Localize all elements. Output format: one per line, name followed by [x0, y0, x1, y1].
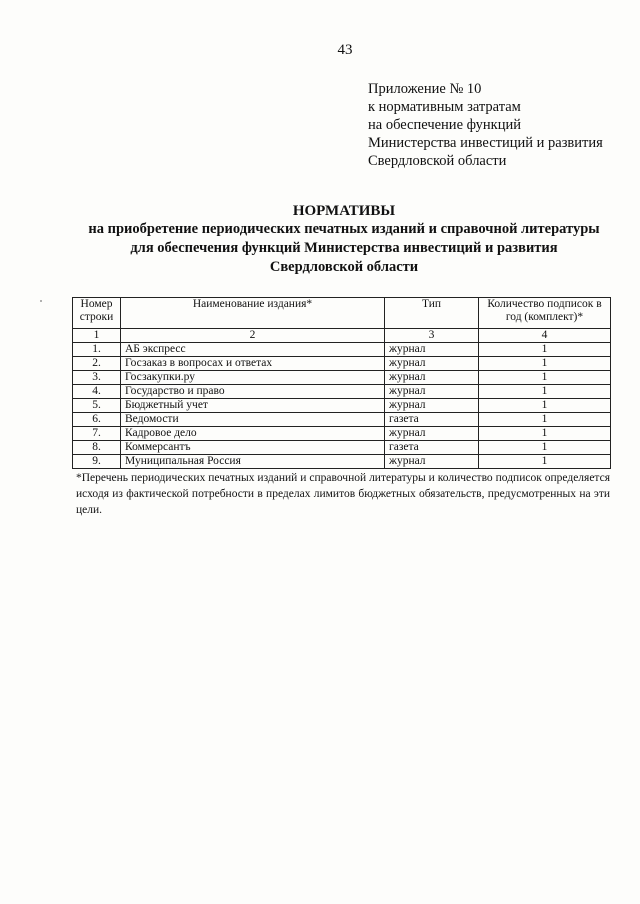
subscription-count: 1 [479, 427, 611, 441]
subscription-count: 1 [479, 455, 611, 469]
page-number: 43 [337, 42, 353, 58]
table-row [73, 427, 611, 441]
subscription-count: 1 [479, 357, 611, 371]
publication-name: АБ экспресс [121, 343, 385, 357]
publication-type: журнал [385, 427, 479, 441]
row-number: 8. [73, 441, 121, 455]
title-sub-line: Свердловской области [269, 259, 419, 275]
index-cell: 3 [385, 329, 479, 343]
table-row [73, 385, 611, 399]
publication-type: журнал [385, 343, 479, 357]
subscription-count: 1 [479, 385, 611, 399]
row-number: 9. [73, 455, 121, 469]
title-sub-line: на приобретение периодических печатных изданий и справочной литературы [88, 221, 600, 237]
publication-name: Государство и право [121, 385, 385, 399]
publication-name: Госзакупки.ру [121, 371, 385, 385]
appendix-line: Свердловской области [368, 153, 507, 169]
publication-name: Коммерсантъ [121, 441, 385, 455]
index-cell: 2 [121, 329, 385, 343]
title-main: НОРМАТИВЫ [292, 203, 396, 219]
publication-name: Бюджетный учет [121, 399, 385, 413]
publication-type: газета [385, 441, 479, 455]
publication-type: журнал [385, 399, 479, 413]
publication-name: Кадровое дело [121, 427, 385, 441]
table-body [73, 343, 611, 469]
row-number: 3. [73, 371, 121, 385]
row-number: 2. [73, 357, 121, 371]
appendix-block [368, 80, 628, 170]
subscription-count: 1 [479, 413, 611, 427]
subscription-count: 1 [479, 371, 611, 385]
table-row [73, 371, 611, 385]
publications-table [72, 297, 611, 469]
row-number: 6. [73, 413, 121, 427]
row-number: 4. [73, 385, 121, 399]
appendix-line: Министерства инвестиций и развития [368, 135, 603, 151]
header-num: Номер строки [73, 298, 121, 329]
header-type: Тип [385, 298, 479, 329]
index-cell: 4 [479, 329, 611, 343]
title-sub-line: для обеспечения функций Министерства инвестиций и развития [130, 240, 558, 256]
subscription-count: 1 [479, 441, 611, 455]
footnote: *Перечень периодических печатных изданий и справочной литературы и количество подписок определяется исходя из фактической потребности в пределах лимитов бюджетных обязательств, предусмотренных на эти цели. [76, 472, 610, 516]
row-number: 5. [73, 399, 121, 413]
table-row [73, 343, 611, 357]
publication-type: журнал [385, 357, 479, 371]
header-name: Наименование издания* [121, 298, 385, 329]
subscription-count: 1 [479, 343, 611, 357]
document-title [70, 202, 618, 277]
header-qty: Количество подписок в год (комплект)* [479, 298, 611, 329]
table-row [73, 357, 611, 371]
appendix-line: Приложение № 10 [368, 81, 482, 97]
row-number: 1. [73, 343, 121, 357]
table-row [73, 399, 611, 413]
appendix-line: на обеспечение функций [368, 117, 522, 133]
table-row [73, 413, 611, 427]
publication-type: журнал [385, 371, 479, 385]
publication-name: Ведомости [121, 413, 385, 427]
subscription-count: 1 [479, 399, 611, 413]
publications-table-wrap [72, 297, 610, 469]
publication-type: газета [385, 413, 479, 427]
scan-speck [40, 300, 42, 302]
row-number: 7. [73, 427, 121, 441]
publication-type: журнал [385, 385, 479, 399]
publication-type: журнал [385, 455, 479, 469]
publication-name: Муниципальная Россия [121, 455, 385, 469]
appendix-line: к нормативным затратам [368, 99, 521, 115]
publication-name: Госзаказ в вопросах и ответах [121, 357, 385, 371]
index-cell: 1 [73, 329, 121, 343]
table-row [73, 441, 611, 455]
table-row [73, 455, 611, 469]
